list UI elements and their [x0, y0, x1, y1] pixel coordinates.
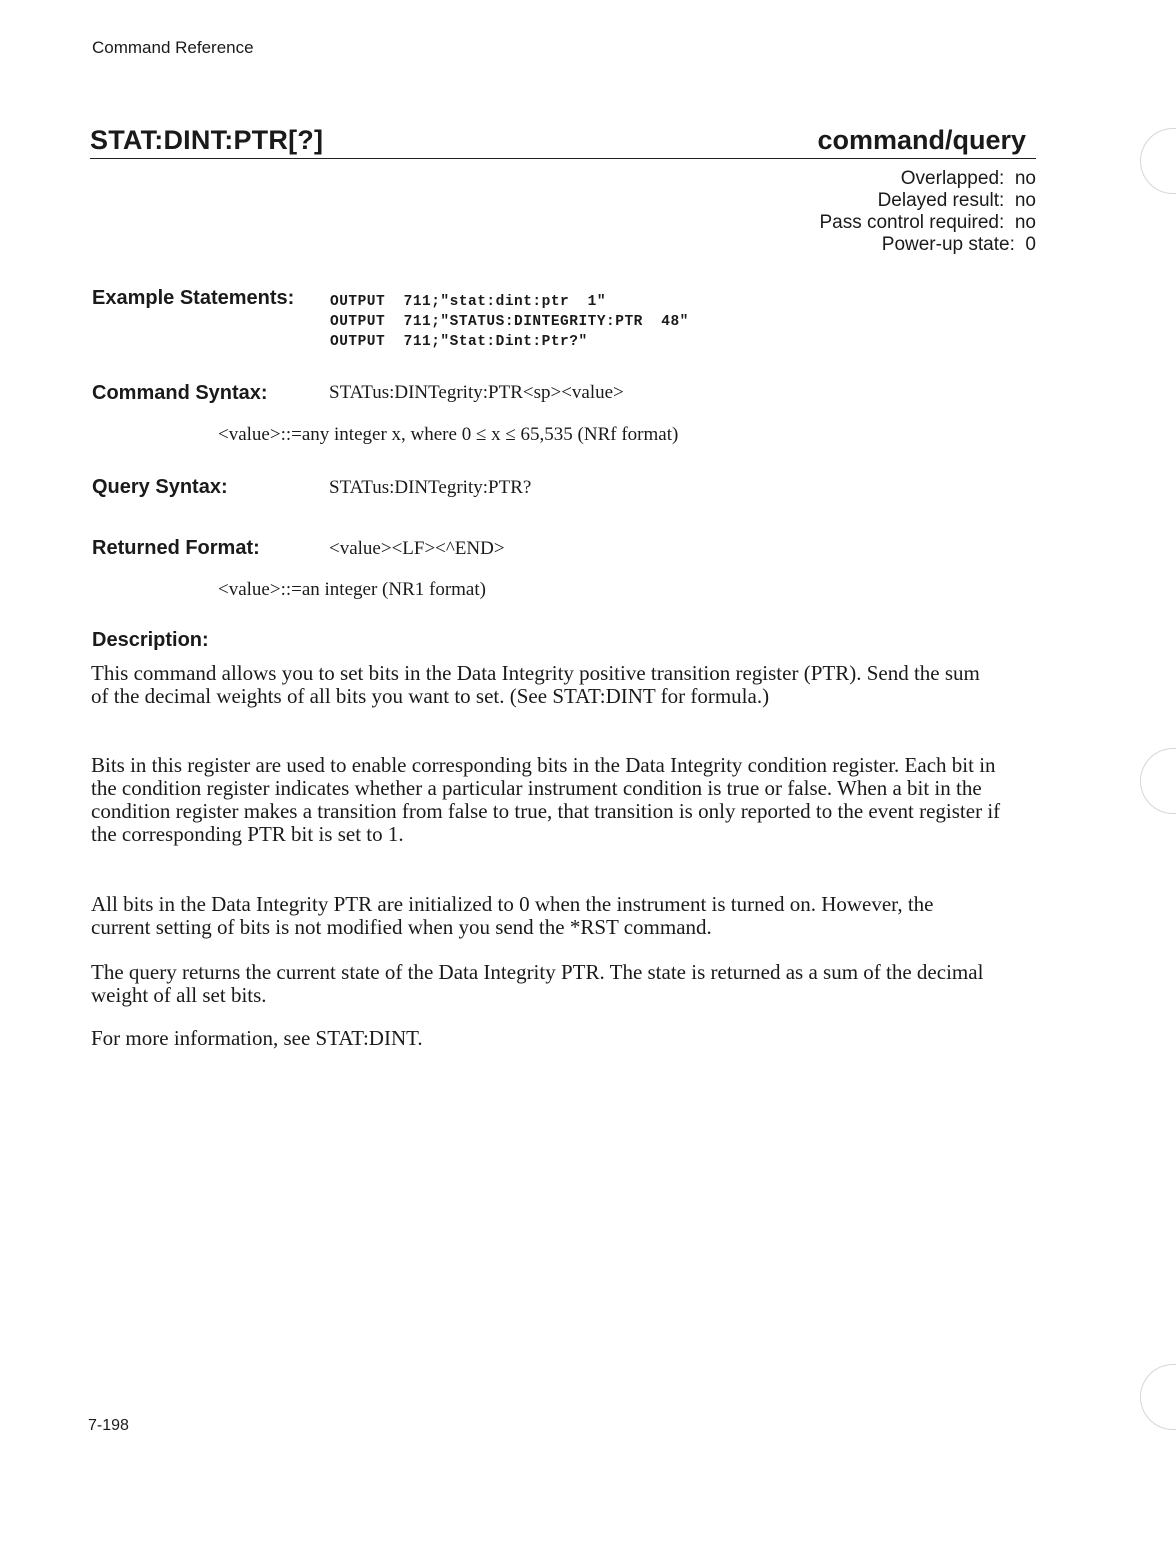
running-header: Command Reference: [92, 38, 254, 57]
example-statements-label: Example Statements:: [92, 287, 295, 309]
returned-format-label: Returned Format:: [92, 537, 260, 559]
returned-value-definition: <value>::=an integer (NR1 format): [218, 579, 486, 600]
example-line: OUTPUT 711;"Stat:Dint:Ptr?": [330, 334, 588, 350]
property-power-up-state: Power-up state: 0: [881, 234, 1036, 255]
property-delayed-result: Delayed result: no: [877, 190, 1036, 211]
property-overlapped: Overlapped: no: [900, 168, 1036, 189]
description-paragraph: The query returns the current state of the Data Integrity PTR. The state is returned as a sum of the decimal weight of all set bits.: [91, 960, 984, 1007]
command-title: STAT:DINT:PTR[?]: [90, 125, 324, 155]
page-number: 7-198: [88, 1417, 129, 1434]
example-line: OUTPUT 711;"STATUS:DINTEGRITY:PTR 48": [330, 314, 689, 330]
binder-hole: [1140, 748, 1176, 814]
description-paragraph: Bits in this register are used to enable corresponding bits in the Data Integrity condition register. Each bit in the condition register indicates whether a particular instrument condition is true or false. When a bit in the condition register makes a transition from false to true, that transition is only reported to the event register if the corresponding PTR bit is set to 1.: [91, 753, 1001, 846]
command-syntax-label: Command Syntax:: [92, 382, 268, 404]
query-syntax-label: Query Syntax:: [92, 476, 228, 498]
command-properties: [819, 168, 1036, 256]
description-paragraph: This command allows you to set bits in the Data Integrity positive transition register (PTR). Send the sum of the decimal weights of all bits you want to set. (See STAT:DINT for formula.): [91, 661, 980, 708]
binder-hole: [1140, 128, 1176, 194]
command-type: command/query: [817, 125, 1026, 155]
binder-hole: [1140, 1364, 1176, 1430]
command-title-bar: [90, 124, 1036, 159]
returned-format: <value><LF><^END>: [329, 538, 505, 559]
example-line: OUTPUT 711;"stat:dint:ptr 1": [330, 294, 607, 310]
command-value-definition: <value>::=any integer x, where 0 ≤ x ≤ 65,535 (NRf format): [218, 424, 679, 445]
description-paragraph: All bits in the Data Integrity PTR are initialized to 0 when the instrument is turned on. However, the current setting of bits is not modified when you send the *RST command.: [91, 892, 934, 939]
property-pass-control: Pass control required: no: [819, 212, 1036, 233]
description-paragraph: For more information, see STAT:DINT.: [91, 1026, 423, 1050]
example-statements-code: [330, 292, 689, 352]
command-syntax: STATus:DINTegrity:PTR<sp><value>: [329, 382, 624, 403]
query-syntax: STATus:DINTegrity:PTR?: [329, 477, 532, 498]
description-label: Description:: [92, 629, 209, 651]
